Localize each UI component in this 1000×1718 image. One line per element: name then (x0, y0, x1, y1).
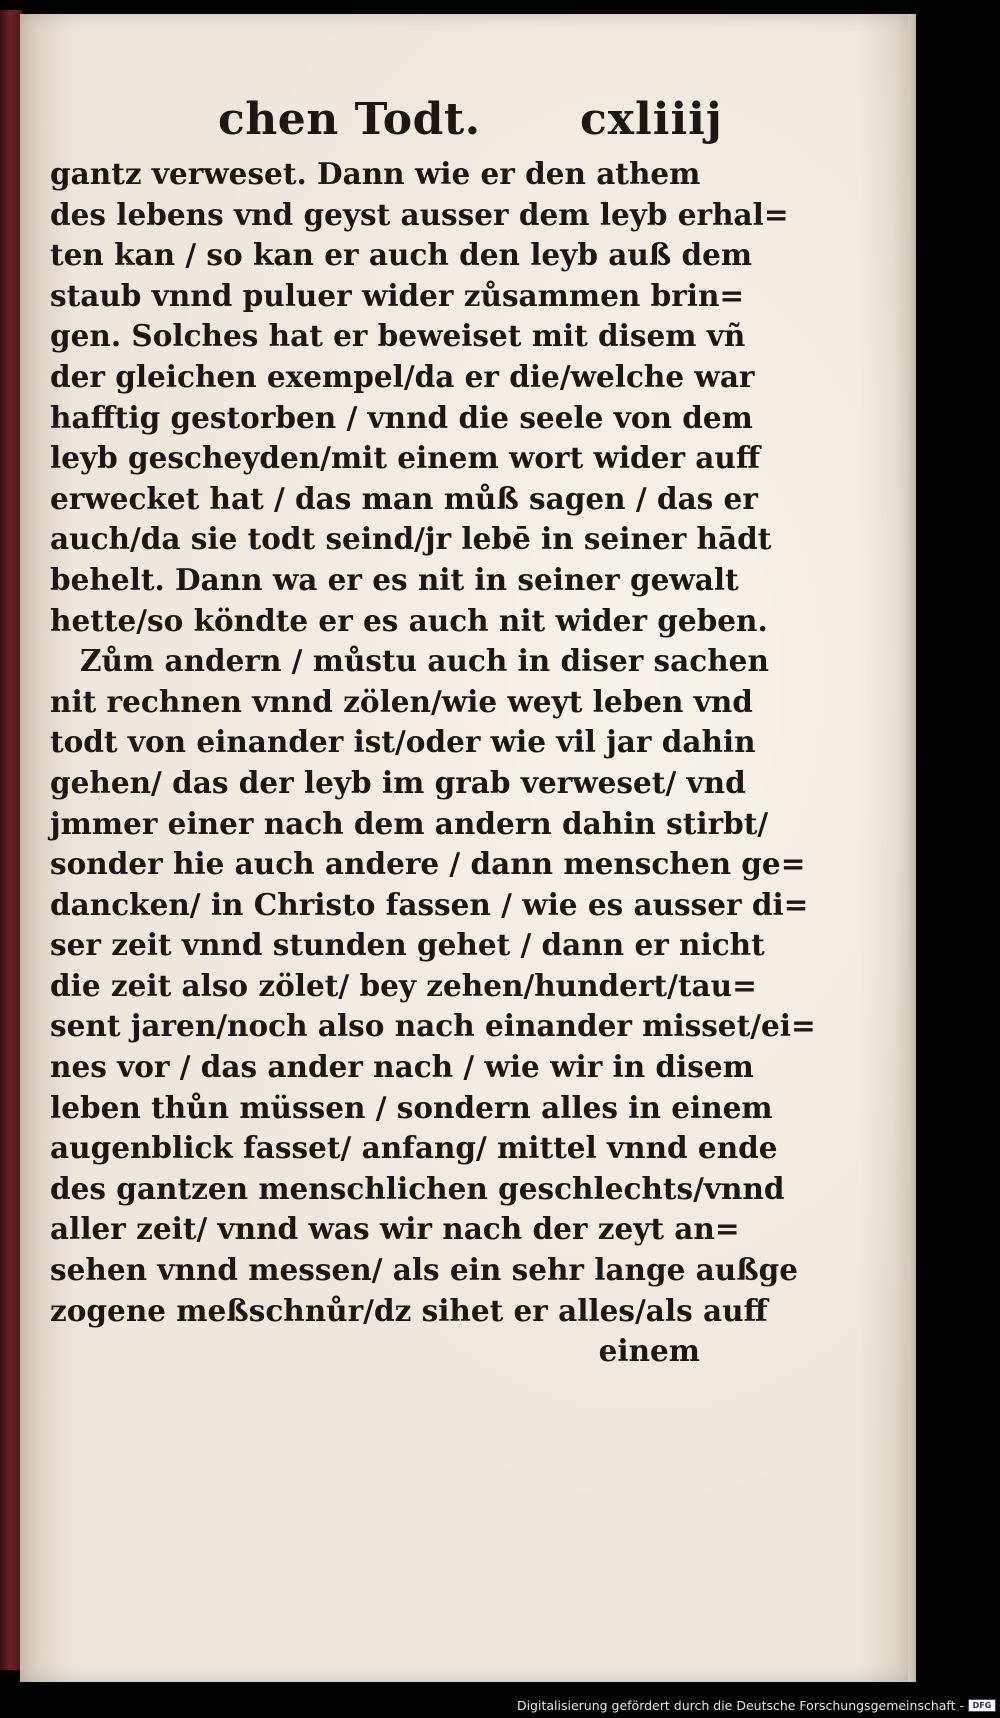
paragraph-start-line: Zům andern / můstu auch in diser sachen (80, 643, 769, 679)
text-line: aller zeit/ vnnd was wir nach der zeyt an= (50, 1211, 740, 1247)
text-line: des gantzen menschlichen geschlechts/vnnd (50, 1170, 785, 1206)
text-line: des lebens vnd geyst ausser dem leyb erhal= (50, 196, 789, 232)
text-line: behelt. Dann wa er es nit in seiner gewalt (50, 561, 739, 597)
text-line: gantz verweset. Dann wie er den athem (50, 156, 701, 191)
book-page (20, 14, 912, 1682)
folio-number: cxliiij (580, 94, 723, 145)
page-edge (908, 14, 916, 1682)
text-line: sehen vnnd messen/ als ein sehr lange außge (50, 1252, 799, 1288)
text-line: gen. Solches hat er beweiset mit disem vñ (50, 318, 746, 354)
text-line: ten kan / so kan er auch den leyb auß dem (50, 237, 753, 273)
page-header (20, 94, 912, 154)
text-line: nes vor / das ander nach / wie wir in disem (50, 1049, 754, 1085)
body-text (50, 154, 816, 1372)
text-line: nit rechnen vnnd zölen/wie weyt leben vnd (50, 683, 753, 719)
text-line: ser zeit vnnd stunden gehet / dann er nicht (50, 927, 765, 963)
text-line: hette/so köndte er es auch nit wider geben. (50, 602, 768, 638)
dfg-logo-icon: DFG (968, 1699, 996, 1712)
text-line: todt von einander ist/oder wie vil jar dahin (50, 724, 756, 760)
text-line: augenblick fasset/ anfang/ mittel vnnd ende (50, 1130, 778, 1166)
text-line: erwecket hat / das man můß sagen / das er (50, 480, 758, 516)
text-line: der gleichen exempel/da er die/welche war (50, 358, 755, 394)
text-line: gehen/ das der leyb im grab verweset/ vnd (50, 764, 746, 800)
text-line: staub vnnd puluer wider zůsammen brin= (50, 277, 745, 313)
text-line: auch/da sie todt seind/jr lebē in seiner hādt (50, 521, 772, 557)
text-line: hafftig gestorben / vnnd die seele von dem (50, 399, 753, 435)
funding-credit: Digitalisierung gefördert durch die Deutsche Forschungsgemeinschaft - (516, 1698, 964, 1713)
text-line: jmmer einer nach dem andern dahin stirbt/ (50, 805, 769, 841)
text-line: zogene meßschnůr/dz sihet er alles/als auff (50, 1292, 768, 1328)
footer-bar (0, 1696, 1000, 1718)
text-line: leben thůn müssen / sondern alles in einem (50, 1089, 773, 1125)
catchword: einem (598, 1333, 700, 1369)
running-title: chen Todt. (218, 94, 481, 145)
text-line: leyb gescheyden/mit einem wort wider auff (50, 440, 761, 476)
text-line: sonder hie auch andere / dann menschen ge= (50, 846, 806, 882)
text-line: die zeit also zölet/ bey zehen/hundert/tau= (50, 967, 757, 1003)
text-line: dancken/ in Christo fassen / wie es ausser di= (50, 886, 809, 922)
text-line: sent jaren/noch also nach einander misset/ei= (50, 1008, 816, 1044)
book-spine-edge (0, 10, 22, 1670)
